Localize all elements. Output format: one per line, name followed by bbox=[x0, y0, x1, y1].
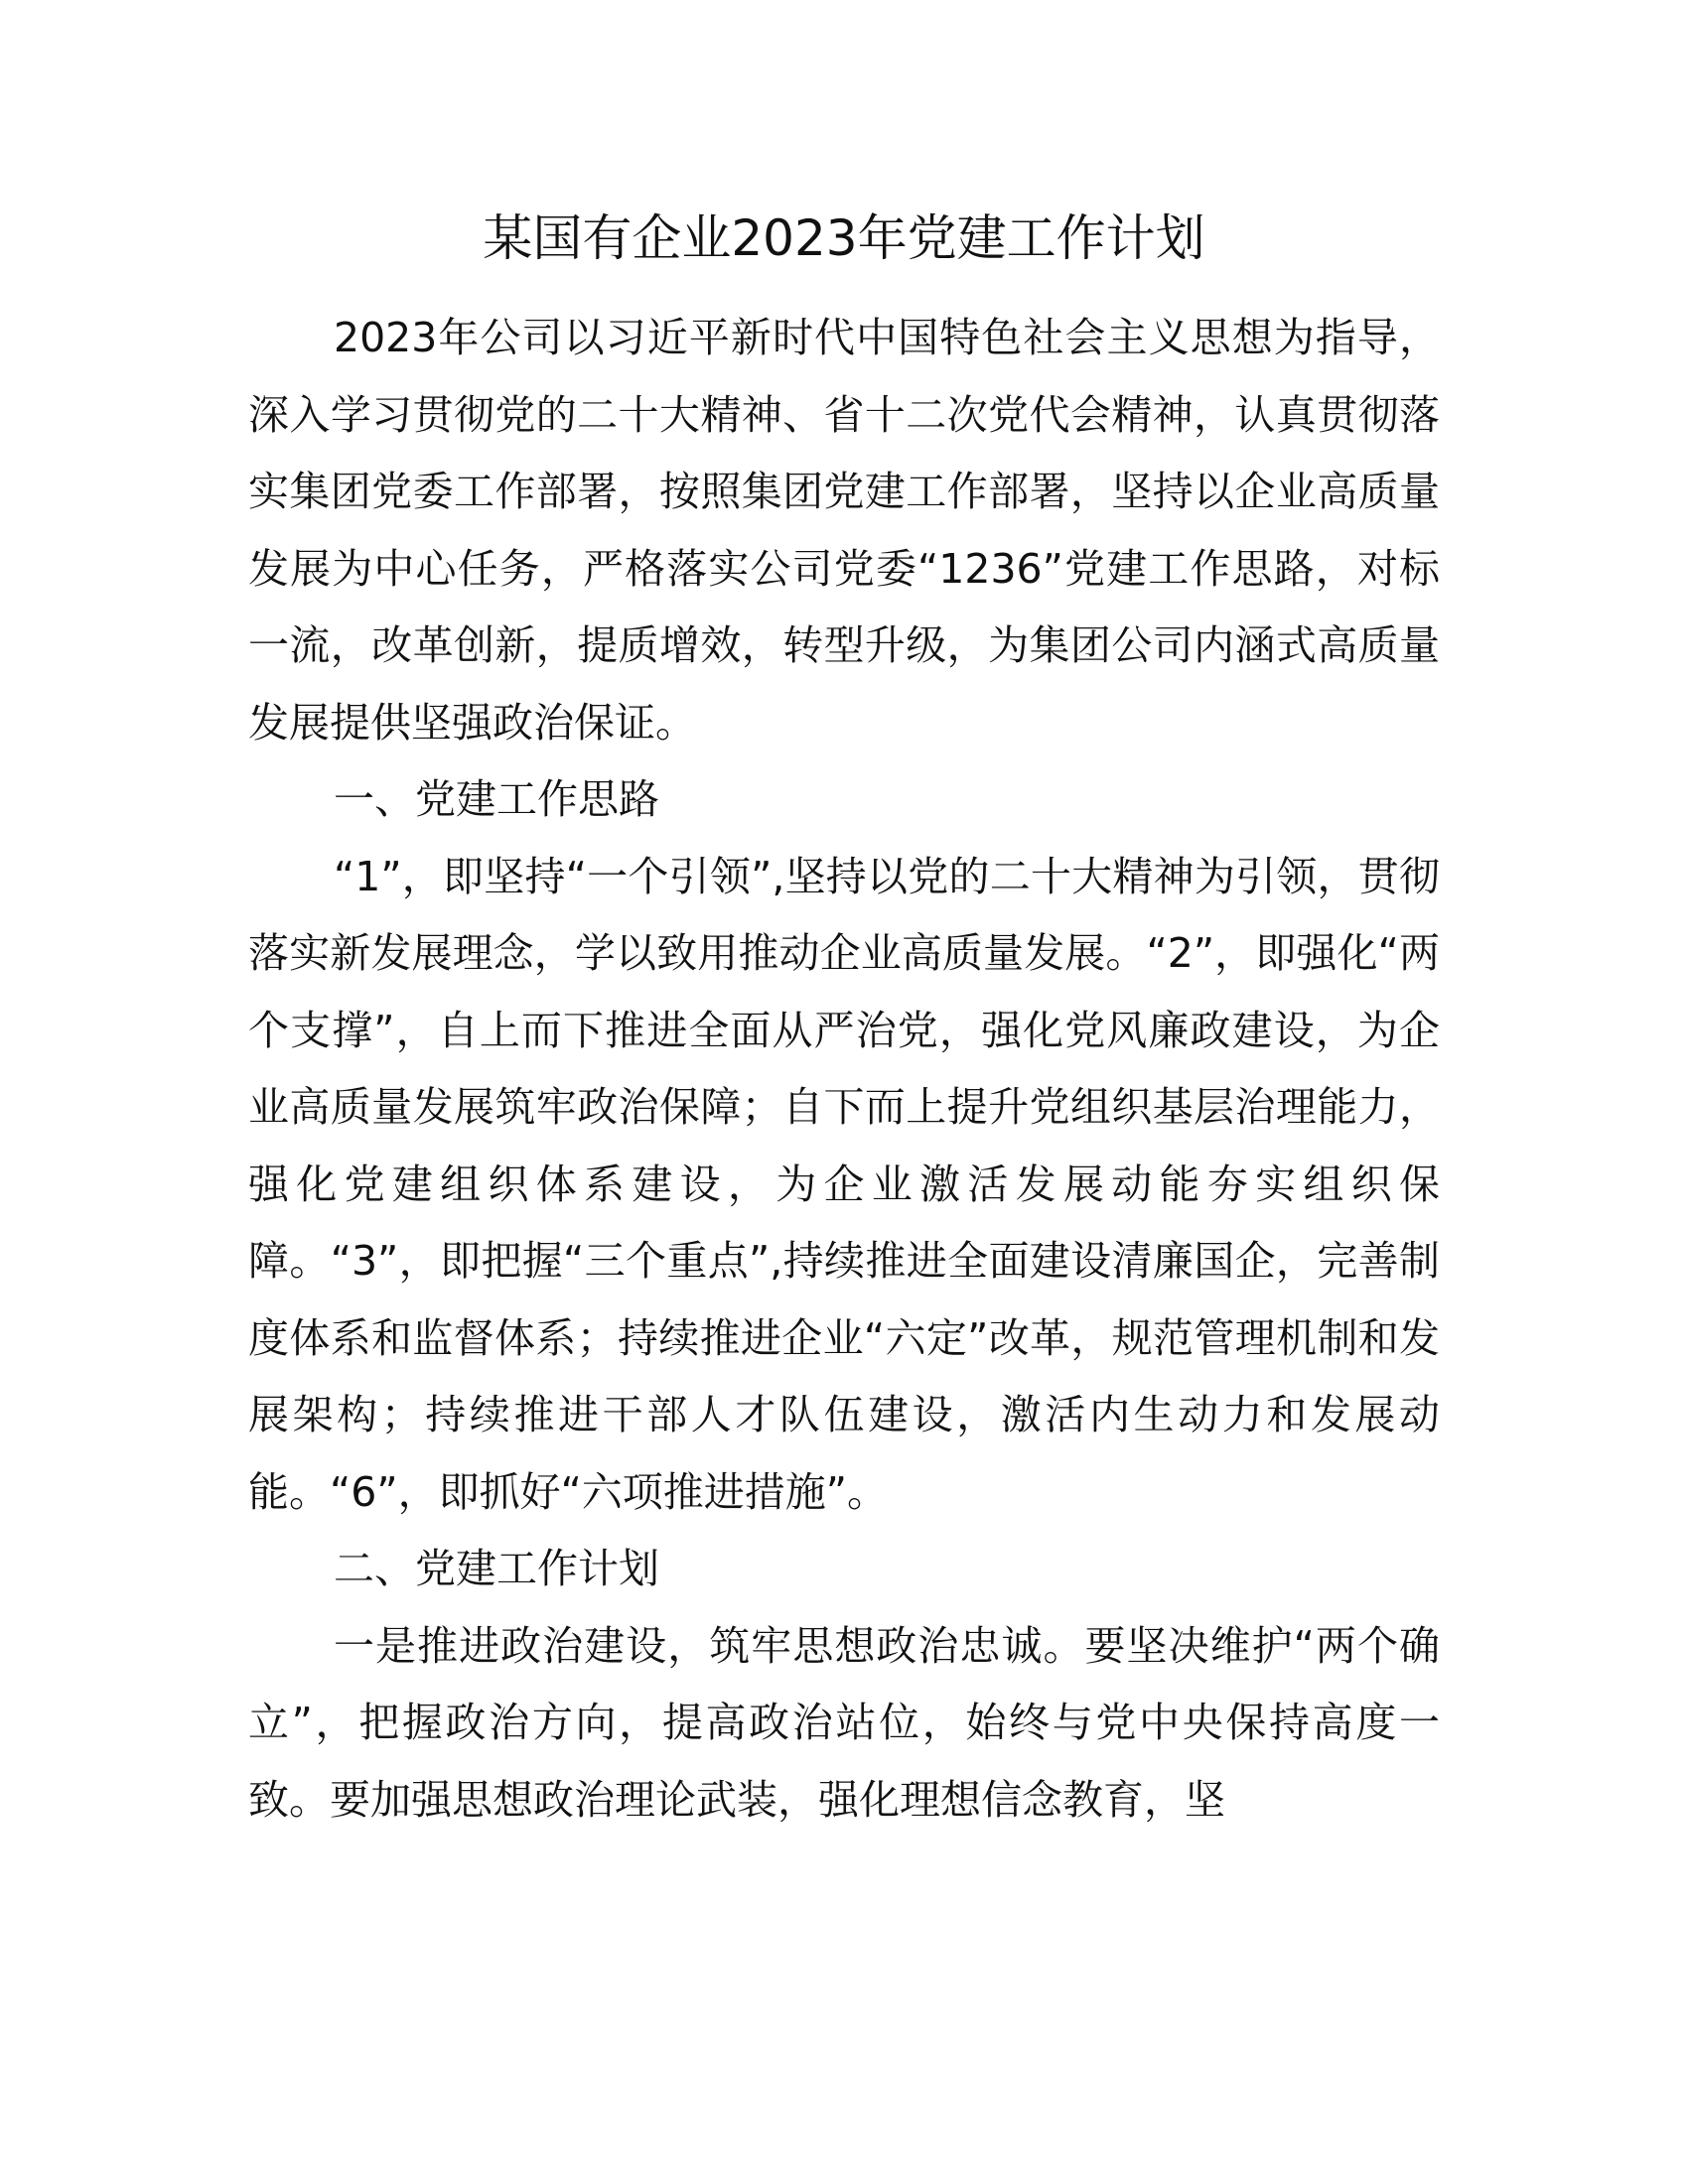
document-title: 某国有企业2023年党建工作计划 bbox=[483, 209, 1205, 267]
intro-paragraph: 2023年公司以习近平新时代中国特色社会主义思想为指导，深入学习贯彻党的二十大精神、省十二次党代会精神，认真贯彻落实集团党委工作部署，按照集团党建工作部署，坚持以企业高质量发展为中心任务，严格落实公司党委“1236”党建工作思路，对标一流，改革创新，提质增效，转型升级，为集团公司内涵式高质量发展提供坚强政治保证。 bbox=[248, 314, 1440, 747]
section-1-paragraph: “1”，即坚持“一个引领”,坚持以党的二十大精神为引领，贯彻落实新发展理念，学以致用推动企业高质量发展。“2”，即强化“两个支撑”，自上而下推进全面从严治党，强化党风廉政建设，为企业高质量发展筑牢政治保障；自下而上提升党组织基层治理能力，强化党建组织体系建设，为企业激活发展动能夯实组织保障。“3”，即把握“三个重点”,持续推进全面建设清廉国企，完善制度体系和监督体系；持续推进企业“六定”改革，规范管理机制和发展架构；持续推进干部人才队伍建设，激活内生动力和发展动能。“6”，即抓好“六项推进措施”。 bbox=[248, 852, 1440, 1516]
section-heading-1: 一、党建工作思路 bbox=[334, 775, 659, 823]
document-body bbox=[248, 300, 1440, 1839]
section-2-paragraph: 一是推进政治建设，筑牢思想政治忠诚。要坚决维护“两个确立”，把握政治方向，提高政治站位，始终与党中央保持高度一致。要加强思想政治理论武装，强化理想信念教育，坚 bbox=[248, 1621, 1440, 1824]
section-heading-2: 二、党建工作计划 bbox=[334, 1545, 659, 1592]
